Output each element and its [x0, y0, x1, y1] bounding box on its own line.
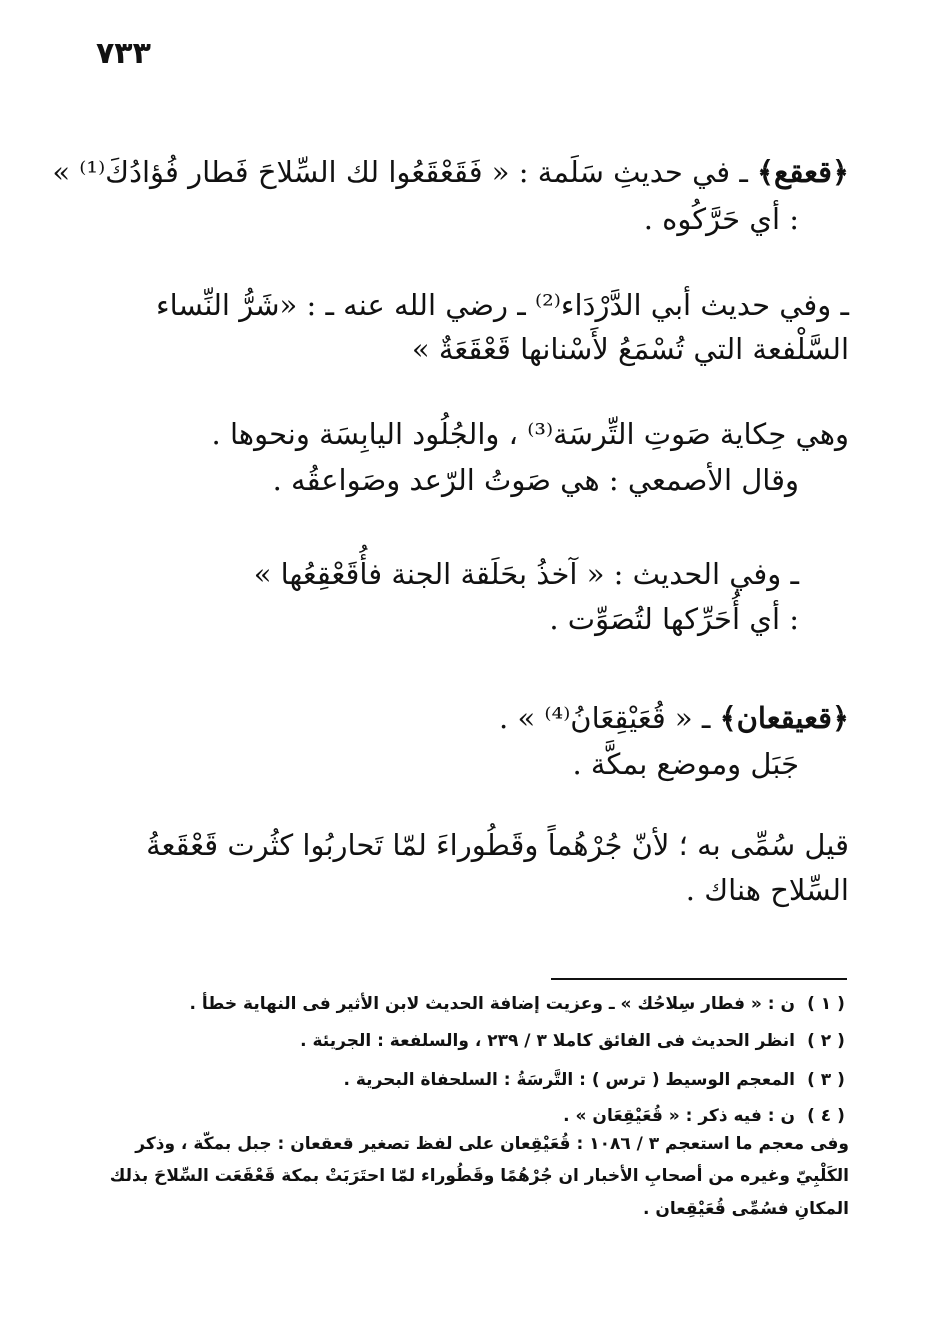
text-line: ـ وفي الحديث : « آخذُ بحَلَقة الجنة فأُقَعْقِعُها »	[253, 557, 799, 591]
text-line: ـ وفي حديث أبي الدَّرْدَاء⁽²⁾ ـ رضي الله عنه ـ : «شَرُّ النِّساء	[155, 288, 849, 322]
footnote-text: ن : فيه ذكر : « قُعَيْقِعَان » .	[563, 1106, 795, 1126]
text-line: : أي حَرَّكُوه .	[643, 202, 799, 236]
footnote	[344, 1066, 850, 1094]
footnote-line: الكَلْبِيّ وغيره من أصحابِ الأخبار ان جُرْهُمًا وقَطُوراء لمّا احتَرَبَتْ بمكة قَعْقَعَت السِّلاحَ بذلك	[109, 1166, 849, 1186]
footnote-number: ( ٣ )	[807, 1070, 845, 1090]
page-number: ٧٣٣	[96, 36, 151, 71]
entry-headword: ﴿قعقع﴾	[757, 155, 849, 189]
footnote	[300, 1027, 849, 1055]
footnote-number: ( ١ )	[807, 994, 845, 1014]
footnote-line: المكانِ فسُمِّى قُعَيْقِعان .	[642, 1199, 849, 1219]
entry-headword: ﴿قعيقعان﴾	[719, 701, 849, 735]
footnote-line: وفى معجم ما استعجم ٣ / ١٠٨٦ : قُعَيْقِعان على لفظ تصغير قعقعان : جبل بمكّة ، وذكر	[135, 1134, 849, 1154]
text-line	[499, 696, 849, 740]
footnote-divider	[551, 978, 847, 980]
footnote-text: انظر الحديث فى الفائق كاملا ٣ / ٢٣٩ ، والسلفعة : الجريئة .	[300, 1031, 795, 1051]
text-line: وهي حِكاية صَوتِ التِّرسَة⁽³⁾ ، والجُلُود اليابِسَة ونحوها .	[211, 417, 849, 451]
text-span: ـ « قُعَيْقِعَانُ⁽⁴⁾ » .	[499, 701, 720, 735]
text-line: وقال الأصمعي : هي صَوتُ الرّعد وصَواعقُه .	[272, 463, 799, 497]
footnote-number: ( ٤ )	[807, 1106, 845, 1126]
footnote	[190, 990, 849, 1018]
text-line: قيل سُمِّى به ؛ لأنّ جُرْهُماً وقَطُوراءَ لمّا تَحاربُوا كثُرت قَعْقَعةُ	[146, 828, 849, 862]
text-line: السِّلاح هناك .	[685, 873, 849, 907]
text-line: السَّلْفعة التي تُسْمَعُ لأَسْنانها قَعْقَعَةٌ »	[411, 332, 849, 366]
text-line: جَبَل وموضع بمكَّة .	[572, 747, 799, 781]
footnote	[563, 1102, 849, 1130]
text-span: ـ في حديثِ سَلَمة : « فَقَعْقَعُوا لك السِّلاحَ فَطار فُؤادُكَ⁽¹⁾ »	[52, 155, 758, 189]
footnote-text: المعجم الوسيط ( ترس ) : التَّرسَةُ : السلحفاة البحرية .	[343, 1070, 795, 1090]
text-line	[52, 150, 849, 194]
footnote-number: ( ٢ )	[807, 1031, 845, 1051]
text-line: : أي أُحَرِّكها لتُصَوِّت .	[549, 602, 799, 636]
footnote-text: ن : « فطار سِلاحُك » ـ وعزيت إضافة الحديث لابن الأثير فى النهاية خطأ .	[189, 994, 795, 1014]
